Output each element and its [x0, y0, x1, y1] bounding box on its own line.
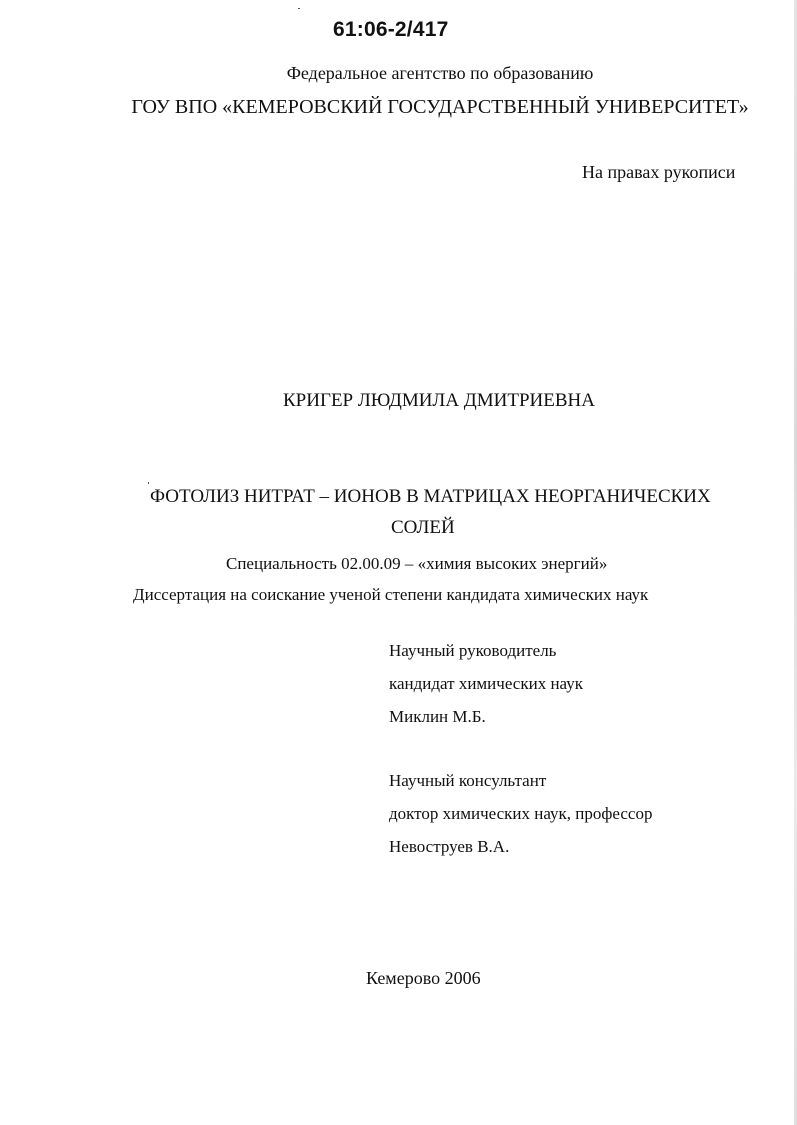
city-and-year: Кемерово 2006 [366, 968, 481, 988]
thesis-title-line-2: СОЛЕЙ [391, 517, 455, 538]
manuscript-rights-note: На правах рукописи [582, 162, 736, 182]
supervisor-degree: кандидат химических наук [389, 674, 583, 693]
scan-speck [298, 8, 300, 9]
author-name: КРИГЕР ЛЮДМИЛА ДМИТРИЕВНА [283, 390, 595, 411]
dissertation-degree-line: Диссертация на соискание ученой степени кандидата химических наук [133, 585, 649, 604]
agency-name: Федеральное агентство по образованию [286, 63, 594, 83]
supervisor-name: Миклин М.Б. [389, 707, 486, 726]
supervisor-role: Научный руководитель [389, 641, 557, 660]
scan-speck [148, 482, 149, 484]
consultant-name: Невоструев В.А. [389, 837, 510, 856]
thesis-title-line-1: ФОТОЛИЗ НИТРАТ – ИОНОВ В МАТРИЦАХ НЕОРГАНИЧЕСКИХ [150, 486, 711, 507]
specialty-line: Специальность 02.00.09 – «химия высоких энергий» [226, 554, 608, 573]
archive-stamp-number: 61:06-2/417 [333, 18, 449, 41]
consultant-degree: доктор химических наук, профессор [389, 804, 653, 823]
university-name: ГОУ ВПО «КЕМЕРОВСКИЙ ГОСУДАРСТВЕННЫЙ УНИВЕРСИТЕТ» [131, 96, 749, 118]
consultant-role: Научный консультант [389, 771, 547, 790]
